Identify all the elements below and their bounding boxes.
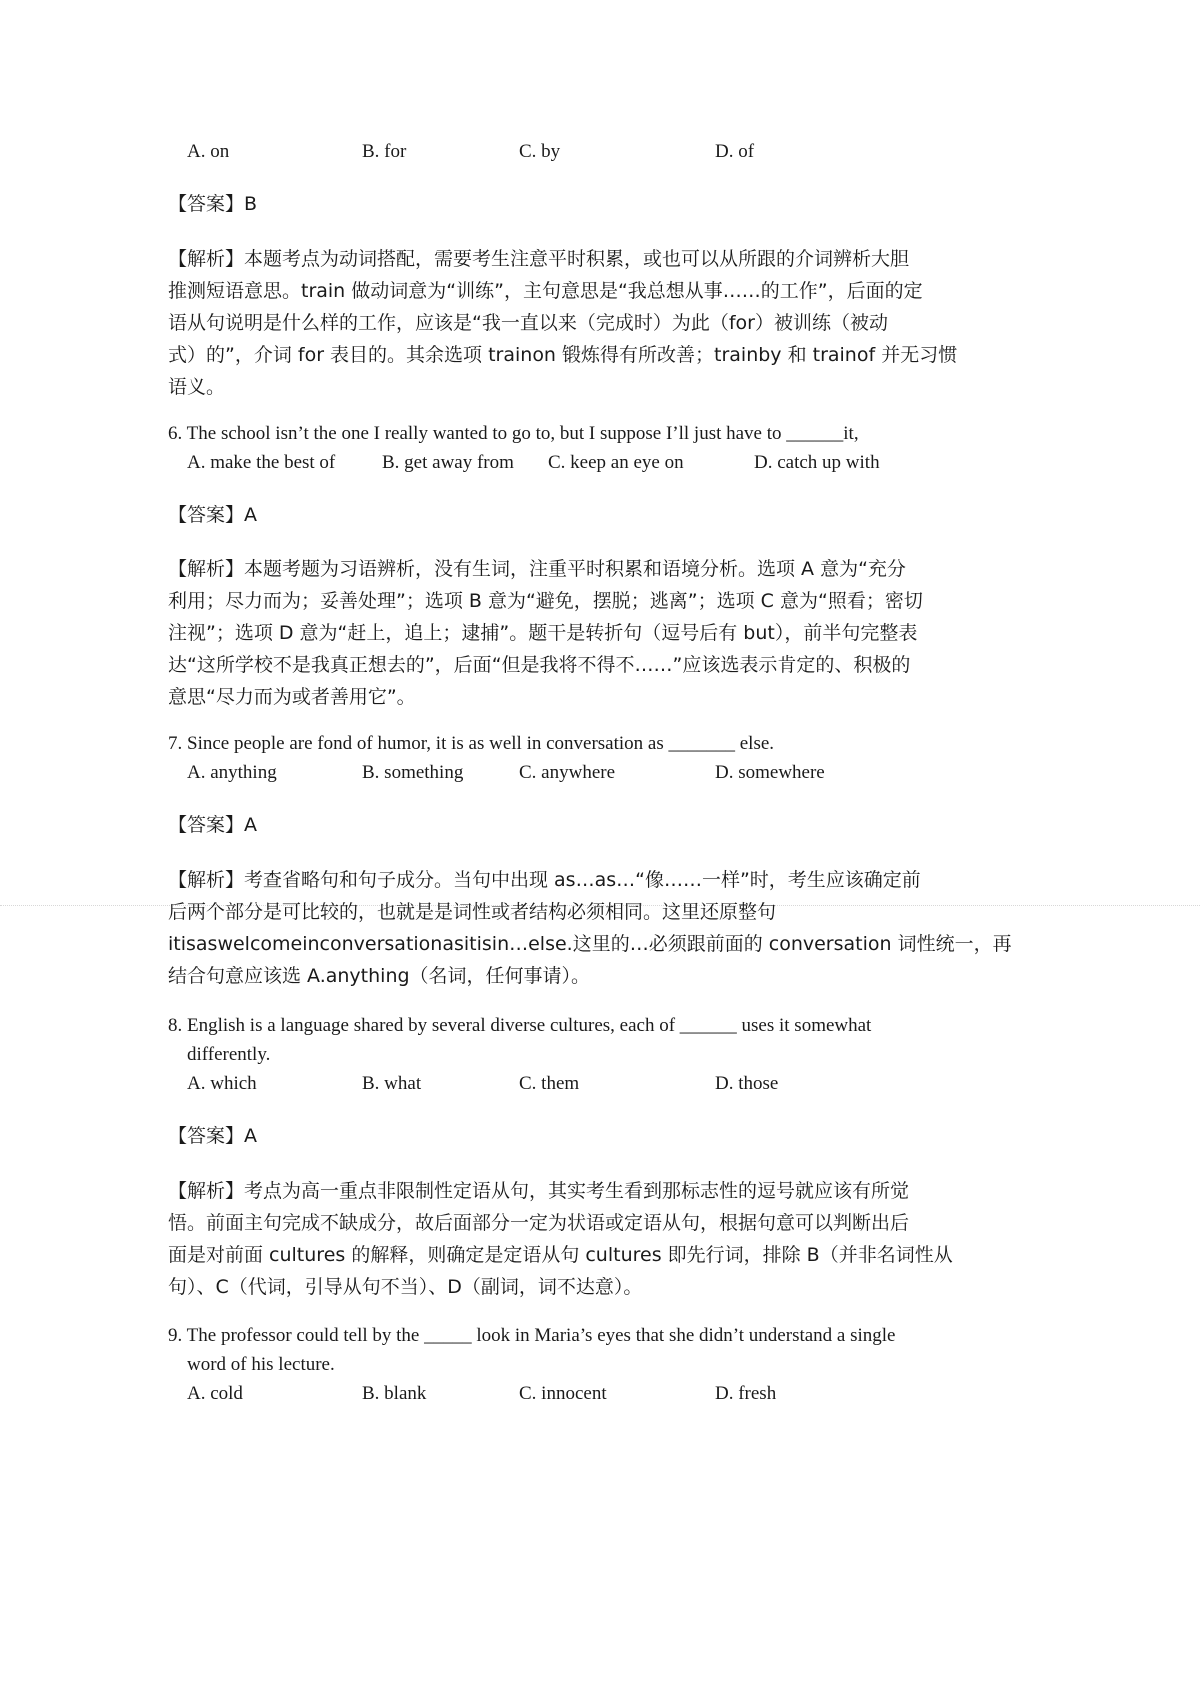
q6-analysis-line: 意思“尽力而为或者善用它”。 — [168, 686, 416, 708]
q6-analysis-line: 注视”；选项 D 意为“赶上，追上；逮捕”。题干是转折句（逗号后有 but），前半句完整表 — [168, 622, 918, 644]
q7-stem: 7. Since people are fond of humor, it is as well in conversation as _______ else. — [168, 733, 775, 754]
q7-option-d: D. somewhere — [715, 762, 825, 783]
q6-option-c: C. keep an eye on — [548, 452, 684, 473]
q6-answer: 【答案】A — [168, 504, 257, 526]
q8-analysis — [168, 1175, 1028, 1303]
q5-option-c: C. by — [519, 141, 561, 162]
q8-option-a: A. which — [187, 1073, 257, 1094]
q5-answer: 【答案】B — [168, 193, 258, 215]
q6-analysis — [168, 553, 1028, 713]
q8-analysis-line: 悟。前面主句完成不缺成分，故后面部分一定为状语或定语从句，根据句意可以判断出后 — [168, 1212, 910, 1234]
q8-analysis-line: 面是对前面 cultures 的解释，则确定是定语从句 cultures 即先行词，排除 B（并非名词性从 — [168, 1244, 953, 1266]
q6-option-a: A. make the best of — [187, 452, 336, 473]
q8-stem-line-2: differently. — [187, 1044, 271, 1065]
q8-answer: 【答案】A — [168, 1125, 257, 1147]
q9-stem-line-2: word of his lecture. — [187, 1354, 335, 1375]
q5-analysis-line: 【解析】本题考点为动词搭配，需要考生注意平时积累，或也可以从所跟的介词辨析大胆 — [168, 248, 910, 270]
q5-option-b: B. for — [362, 141, 407, 162]
q9-option-b: B. blank — [362, 1383, 427, 1404]
q8-stem-line-1: 8. English is a language shared by several diverse cultures, each of ______ uses it somewhat — [168, 1015, 872, 1036]
q7-analysis-line: 后两个部分是可比较的，也就是是词性或者结构必须相同。这里还原整句 — [168, 901, 777, 923]
q7-option-c: C. anywhere — [519, 762, 616, 783]
q5-analysis-line: 语从句说明是什么样的工作，应该是“我一直以来（完成时）为此（for）被训练（被动 — [168, 312, 888, 334]
q7-analysis-line: 结合句意应该选 A.anything（名词，任何事请）。 — [168, 965, 591, 987]
q7-analysis-line: itisaswelcomeinconversationasitisin…else.这里的…必须跟前面的 conversation 词性统一，再 — [168, 933, 1012, 955]
q7-analysis — [168, 864, 1028, 992]
q5-analysis — [168, 243, 1028, 403]
q7-option-a: A. anything — [187, 762, 277, 783]
q6-analysis-line: 【解析】本题考题为习语辨析，没有生词，注重平时积累和语境分析。选项 A 意为“充分 — [168, 558, 906, 580]
q6-analysis-line: 达“这所学校不是我真正想去的”，后面“但是我将不得不……”应该选表示肯定的、积极的 — [168, 654, 911, 676]
q6-stem: 6. The school isn’t the one I really wanted to go to, but I suppose I’ll just have to ______it, — [168, 423, 859, 444]
q9-option-a: A. cold — [187, 1383, 243, 1404]
q8-option-d: D. those — [715, 1073, 779, 1094]
q9-stem-line-1: 9. The professor could tell by the _____ look in Maria’s eyes that she didn’t understand a single — [168, 1325, 896, 1346]
q7-analysis-line: 【解析】考查省略句和句子成分。当句中出现 as…as…“像……一样”时，考生应该确定前 — [168, 869, 921, 891]
q5-option-d: D. of — [715, 141, 755, 162]
q8-option-c: C. them — [519, 1073, 580, 1094]
q8-analysis-line: 句）、C（代词，引导从句不当）、D（副词，词不达意）。 — [168, 1276, 643, 1298]
q5-analysis-line: 推测短语意思。train 做动词意为“训练”，主句意思是“我总想从事……的工作”，后面的定 — [168, 280, 923, 302]
q6-option-d: D. catch up with — [754, 452, 880, 473]
q5-option-a: A. on — [187, 141, 230, 162]
q8-option-b: B. what — [362, 1073, 422, 1094]
q7-answer: 【答案】A — [168, 814, 257, 836]
q8-analysis-line: 【解析】考点为高一重点非限制性定语从句，其实考生看到那标志性的逗号就应该有所觉 — [168, 1180, 910, 1202]
q6-option-b: B. get away from — [382, 452, 514, 473]
q7-option-b: B. something — [362, 762, 464, 783]
q6-analysis-line: 利用；尽力而为；妥善处理”；选项 B 意为“避免，摆脱；逃离”；选项 C 意为“照看；密切 — [168, 590, 923, 612]
q9-option-d: D. fresh — [715, 1383, 777, 1404]
q5-analysis-line: 式）的”，介词 for 表目的。其余选项 trainon 锻炼得有所改善；trainby 和 trainof 并无习惯 — [168, 344, 958, 366]
q5-analysis-line: 语义。 — [168, 376, 226, 398]
q9-option-c: C. innocent — [519, 1383, 607, 1404]
